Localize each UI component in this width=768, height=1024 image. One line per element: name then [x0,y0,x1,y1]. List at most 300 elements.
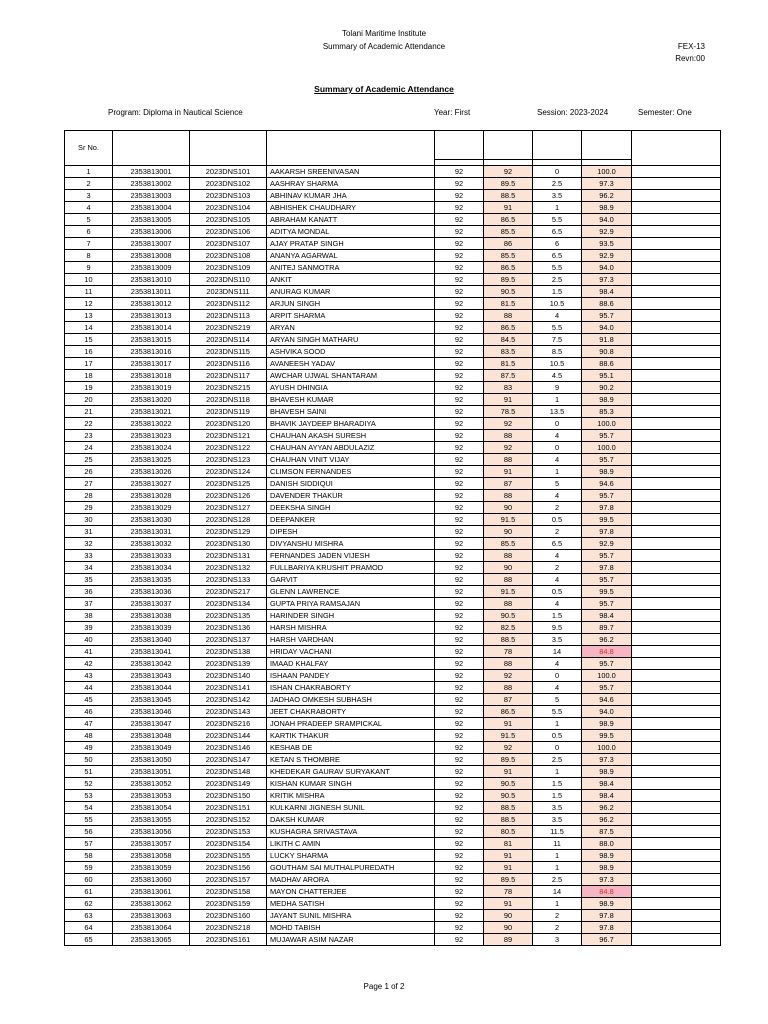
held-cell: 92 [435,514,484,526]
remarks-cell [632,406,721,418]
held-cell: 92 [435,454,484,466]
document-title-text: Summary of Academic Attendance [314,84,454,94]
table-row [65,850,721,862]
absent-cell: 1.5 [533,778,582,790]
table-row [65,886,721,898]
held-cell: 92 [435,790,484,802]
held-cell: 92 [435,646,484,658]
absent-cell: 1 [533,862,582,874]
roll-number-cell: 2353813034 [113,562,190,574]
sr-no-cell: 56 [65,826,113,838]
remarks-cell [632,202,721,214]
roll-number-cell: 2353813041 [113,646,190,658]
student-name-cell: ANURAG KUMAR [267,286,435,298]
remarks-cell [632,718,721,730]
attended-cell: 86.5 [484,706,533,718]
roll-number-cell: 2353813054 [113,802,190,814]
absent-cell: 1 [533,466,582,478]
absent-cell: 10.5 [533,358,582,370]
admission-number-cell: 2023DNS155 [190,850,267,862]
remarks-cell [632,466,721,478]
absent-cell: 2.5 [533,178,582,190]
held-cell: 92 [435,298,484,310]
student-name-cell: ASHVIKA SOOD [267,346,435,358]
absent-cell: 2.5 [533,754,582,766]
student-name-cell: ISHAN CHAKRABORTY [267,682,435,694]
admission-number-cell: 2023DNS153 [190,826,267,838]
absent-cell: 5.5 [533,214,582,226]
student-name-cell: ARJUN SINGH [267,298,435,310]
sr-no-cell: 58 [65,850,113,862]
percentage-cell: 94.0 [582,214,632,226]
roll-number-header [113,131,190,166]
table-row [65,538,721,550]
attended-cell: 91 [484,850,533,862]
attended-cell: 88 [484,550,533,562]
held-cell: 92 [435,370,484,382]
attended-cell: 91 [484,862,533,874]
sr-no-cell: 13 [65,310,113,322]
held-cell: 92 [435,862,484,874]
table-row [65,730,721,742]
remarks-cell [632,838,721,850]
admission-number-cell: 2023DNS120 [190,418,267,430]
remarks-cell [632,358,721,370]
sr-no-cell: 65 [65,934,113,946]
percentage-cell: 99.5 [582,586,632,598]
table-row [65,766,721,778]
held-cell: 92 [435,850,484,862]
sr-no-cell: 3 [65,190,113,202]
admission-number-cell: 2023DNS138 [190,646,267,658]
roll-number-cell: 2353813002 [113,178,190,190]
admission-number-cell: 2023DNS113 [190,310,267,322]
attended-cell: 89.5 [484,178,533,190]
admission-number-cell: 2023DNS134 [190,598,267,610]
table-row [65,682,721,694]
held-cell: 92 [435,346,484,358]
roll-number-cell: 2353813001 [113,166,190,178]
admission-number-cell: 2023DNS117 [190,370,267,382]
remarks-cell [632,322,721,334]
percentage-cell: 97.8 [582,502,632,514]
percentage-header [582,131,632,160]
table-row [65,670,721,682]
table-row [65,310,721,322]
admission-number-cell: 2023DNS215 [190,382,267,394]
table-row [65,610,721,622]
remarks-cell [632,934,721,946]
remarks-cell [632,826,721,838]
remarks-cell [632,634,721,646]
percentage-cell: 97.3 [582,274,632,286]
student-name-cell: ABRAHAM KANATT [267,214,435,226]
table-row [65,826,721,838]
table-header [65,131,721,166]
sr-no-cell: 52 [65,778,113,790]
attended-cell: 91 [484,394,533,406]
attended-cell: 91 [484,202,533,214]
roll-number-cell: 2353813026 [113,466,190,478]
table-row [65,706,721,718]
sr-no-cell: 20 [65,394,113,406]
percentage-cell: 94.6 [582,478,632,490]
admission-number-cell: 2023DNS124 [190,466,267,478]
attended-cell: 87.5 [484,370,533,382]
sr-no-cell: 61 [65,886,113,898]
absent-cell: 3.5 [533,814,582,826]
sr-no-cell: 62 [65,898,113,910]
absent-cell: 11 [533,838,582,850]
remarks-cell [632,382,721,394]
table-row [65,262,721,274]
attended-cell: 92 [484,742,533,754]
attended-cell: 85.5 [484,250,533,262]
student-name-cell: ARPIT SHARMA [267,310,435,322]
admission-number-cell: 2023DNS119 [190,406,267,418]
absent-cell: 4 [533,454,582,466]
absent-header [533,131,582,160]
attended-cell: 88 [484,490,533,502]
held-cell: 92 [435,202,484,214]
attended-cell: 83 [484,382,533,394]
absent-cell: 5 [533,694,582,706]
absent-cell: 2 [533,502,582,514]
percentage-cell: 97.8 [582,922,632,934]
sr-no-cell: 57 [65,838,113,850]
sr-no-cell: 59 [65,862,113,874]
student-name-cell: ADITYA MONDAL [267,226,435,238]
held-cell: 92 [435,874,484,886]
sr-no-cell: 36 [65,586,113,598]
admission-number-cell: 2023DNS127 [190,502,267,514]
roll-number-cell: 2353813058 [113,850,190,862]
sr-no-cell: 53 [65,790,113,802]
sr-no-cell: 19 [65,382,113,394]
remarks-cell [632,622,721,634]
sr-no-cell: 9 [65,262,113,274]
attended-cell: 91 [484,718,533,730]
percentage-cell: 97.3 [582,178,632,190]
student-name-cell: CLIMSON FERNANDES [267,466,435,478]
absent-cell: 8.5 [533,346,582,358]
sr-no-cell: 51 [65,766,113,778]
remarks-cell [632,250,721,262]
absent-cell: 4 [533,550,582,562]
attended-cell: 86 [484,238,533,250]
attended-cell: 88 [484,598,533,610]
student-name-cell: AWCHAR UJWAL SHANTARAM [267,370,435,382]
remarks-cell [632,670,721,682]
roll-number-cell: 2353813031 [113,526,190,538]
admission-number-cell: 2023DNS154 [190,838,267,850]
percentage-cell: 94.0 [582,706,632,718]
sr-no-cell: 26 [65,466,113,478]
absent-cell: 9.5 [533,622,582,634]
absent-cell: 5.5 [533,322,582,334]
held-header [435,131,484,160]
student-name-cell: GARVIT [267,574,435,586]
held-cell: 92 [435,670,484,682]
absent-cell: 11.5 [533,826,582,838]
table-row [65,634,721,646]
absent-cell: 5.5 [533,706,582,718]
student-name-cell: DAKSH KUMAR [267,814,435,826]
sr-no-cell: 10 [65,274,113,286]
remarks-header [632,131,721,166]
percentage-cell: 98.4 [582,778,632,790]
roll-number-cell: 2353813036 [113,586,190,598]
percentage-cell: 96.2 [582,634,632,646]
percentage-cell: 100.0 [582,442,632,454]
roll-number-cell: 2353813025 [113,454,190,466]
absent-cell: 3.5 [533,802,582,814]
absent-cell: 13.5 [533,406,582,418]
admission-number-cell: 2023DNS160 [190,910,267,922]
attended-cell: 81 [484,838,533,850]
percentage-cell: 96.2 [582,190,632,202]
student-name-cell: GOUTHAM SAI MUTHALPUREDATH [267,862,435,874]
roll-number-cell: 2353813040 [113,634,190,646]
student-name-cell: KISHAN KUMAR SINGH [267,778,435,790]
sr-no-cell: 27 [65,478,113,490]
sr-no-cell: 54 [65,802,113,814]
held-cell: 92 [435,706,484,718]
percentage-cell: 95.7 [582,658,632,670]
admission-number-cell: 2023DNS130 [190,538,267,550]
attended-cell: 89.5 [484,874,533,886]
remarks-cell [632,850,721,862]
absent-cell: 6 [533,238,582,250]
attended-cell: 88.5 [484,190,533,202]
student-name-cell: ANKIT [267,274,435,286]
absent-cell: 5.5 [533,262,582,274]
percentage-cell: 96.2 [582,814,632,826]
percentage-cell: 95.7 [582,310,632,322]
remarks-cell [632,346,721,358]
sr-no-cell: 6 [65,226,113,238]
admission-number-cell: 2023DNS114 [190,334,267,346]
admission-number-cell: 2023DNS146 [190,742,267,754]
percentage-cell: 97.3 [582,754,632,766]
roll-number-cell: 2353813013 [113,310,190,322]
roll-number-cell: 2353813038 [113,610,190,622]
sr-no-cell: 7 [65,238,113,250]
table-row [65,298,721,310]
sr-no-cell: 17 [65,358,113,370]
absent-cell: 14 [533,646,582,658]
roll-number-cell: 2353813008 [113,250,190,262]
absent-cell: 10.5 [533,298,582,310]
attended-cell: 90 [484,910,533,922]
roll-number-cell: 2353813051 [113,766,190,778]
admission-number-cell: 2023DNS149 [190,778,267,790]
header-subtitle: Summary of Academic Attendance [322,42,446,51]
sr-no-cell: 49 [65,742,113,754]
attended-cell: 87 [484,478,533,490]
held-cell: 92 [435,358,484,370]
roll-number-cell: 2353813049 [113,742,190,754]
held-cell: 92 [435,262,484,274]
absent-cell: 1 [533,898,582,910]
student-name-cell: HARSH MISHRA [267,622,435,634]
student-name-cell: JAYANT SUNIL MISHRA [267,910,435,922]
absent-cell: 0.5 [533,730,582,742]
percentage-cell: 98.9 [582,394,632,406]
table-row [65,250,721,262]
held-cell: 92 [435,226,484,238]
sr-no-cell: 48 [65,730,113,742]
held-cell: 92 [435,598,484,610]
held-cell: 92 [435,466,484,478]
table-row [65,778,721,790]
admission-number-cell: 2023DNS105 [190,214,267,226]
percentage-cell: 87.5 [582,826,632,838]
absent-cell: 6.5 [533,250,582,262]
sr-no-cell: 47 [65,718,113,730]
sr-no-cell: 8 [65,250,113,262]
attended-cell: 81.5 [484,298,533,310]
percentage-cell: 89.7 [582,622,632,634]
remarks-cell [632,310,721,322]
attended-cell: 78.5 [484,406,533,418]
percentage-cell: 98.9 [582,898,632,910]
attended-cell: 83.5 [484,346,533,358]
roll-number-cell: 2353813059 [113,862,190,874]
table-row [65,718,721,730]
absent-cell: 4 [533,310,582,322]
remarks-cell [632,394,721,406]
attended-cell: 89.5 [484,274,533,286]
roll-number-cell: 2353813022 [113,418,190,430]
attended-cell: 92 [484,166,533,178]
student-name-cell: AVANEESH YADAV [267,358,435,370]
held-cell: 92 [435,766,484,778]
held-cell: 92 [435,526,484,538]
roll-number-cell: 2353813030 [113,514,190,526]
attended-cell: 91 [484,466,533,478]
percentage-cell: 98.9 [582,466,632,478]
attended-cell: 89.5 [484,754,533,766]
remarks-cell [632,502,721,514]
table-row [65,406,721,418]
admission-number-cell: 2023DNS112 [190,298,267,310]
sr-no-cell: 28 [65,490,113,502]
sr-no-cell: 4 [65,202,113,214]
roll-number-cell: 2353813064 [113,922,190,934]
remarks-cell [632,742,721,754]
admission-number-cell: 2023DNS132 [190,562,267,574]
sr-no-cell: 5 [65,214,113,226]
student-name-cell: AJAY PRATAP SINGH [267,238,435,250]
sr-no-cell: 40 [65,634,113,646]
student-name-cell: IMAAD KHALFAY [267,658,435,670]
remarks-cell [632,562,721,574]
student-name-cell: AYUSH DHINGIA [267,382,435,394]
percentage-cell: 98.4 [582,790,632,802]
held-cell: 92 [435,322,484,334]
attended-cell: 91 [484,766,533,778]
admission-number-cell: 2023DNS152 [190,814,267,826]
remarks-cell [632,298,721,310]
admission-number-cell: 2023DNS151 [190,802,267,814]
percentage-cell: 88.0 [582,838,632,850]
percentage-cell: 100.0 [582,418,632,430]
admission-number-cell: 2023DNS159 [190,898,267,910]
absent-cell: 4 [533,682,582,694]
sr-no-cell: 11 [65,286,113,298]
remarks-cell [632,802,721,814]
table-row [65,418,721,430]
percentage-cell: 92.9 [582,538,632,550]
remarks-cell [632,886,721,898]
table-row [65,454,721,466]
student-name-cell: DIVYANSHU MISHRA [267,538,435,550]
remarks-cell [632,658,721,670]
roll-number-cell: 2353813047 [113,718,190,730]
absent-cell: 0 [533,418,582,430]
remarks-cell [632,178,721,190]
admission-number-cell: 2023DNS102 [190,178,267,190]
student-name-cell: BHAVESH SAINI [267,406,435,418]
absent-cell: 1 [533,394,582,406]
roll-number-cell: 2353813003 [113,190,190,202]
absent-cell: 14 [533,886,582,898]
held-cell: 92 [435,742,484,754]
roll-number-cell: 2353813052 [113,778,190,790]
admission-number-cell: 2023DNS218 [190,922,267,934]
remarks-cell [632,862,721,874]
table-row [65,286,721,298]
sr-no-cell: 44 [65,682,113,694]
table-row [65,214,721,226]
remarks-cell [632,910,721,922]
student-name-cell: GUPTA PRIYA RAMSAJAN [267,598,435,610]
attended-cell: 92 [484,418,533,430]
remarks-cell [632,574,721,586]
student-name-cell: FULLBARIYA KRUSHIT PRAMOD [267,562,435,574]
held-cell: 92 [435,730,484,742]
attended-cell: 91 [484,898,533,910]
roll-number-cell: 2353813004 [113,202,190,214]
attended-cell: 88 [484,658,533,670]
student-name-cell: MAYON CHATTERJEE [267,886,435,898]
attended-cell: 91.5 [484,514,533,526]
sr-no-cell: 43 [65,670,113,682]
remarks-cell [632,586,721,598]
admission-number-cell: 2023DNS144 [190,730,267,742]
held-cell: 92 [435,802,484,814]
student-name-cell: GLENN LAWRENCE [267,586,435,598]
admission-number-cell: 2023DNS137 [190,634,267,646]
remarks-cell [632,538,721,550]
roll-number-cell: 2353813012 [113,298,190,310]
attended-cell: 86.5 [484,262,533,274]
attended-cell: 88 [484,454,533,466]
table-row [65,550,721,562]
document-title [0,84,768,94]
page-number: Page 1 of 2 [363,982,405,991]
held-cell: 92 [435,490,484,502]
admission-number-cell: 2023DNS133 [190,574,267,586]
held-cell: 92 [435,826,484,838]
sr-no-cell: 55 [65,814,113,826]
percentage-cell: 98.9 [582,862,632,874]
percentage-cell: 88.6 [582,358,632,370]
roll-number-cell: 2353813062 [113,898,190,910]
roll-number-cell: 2353813005 [113,214,190,226]
percentage-cell: 84.8 [582,886,632,898]
